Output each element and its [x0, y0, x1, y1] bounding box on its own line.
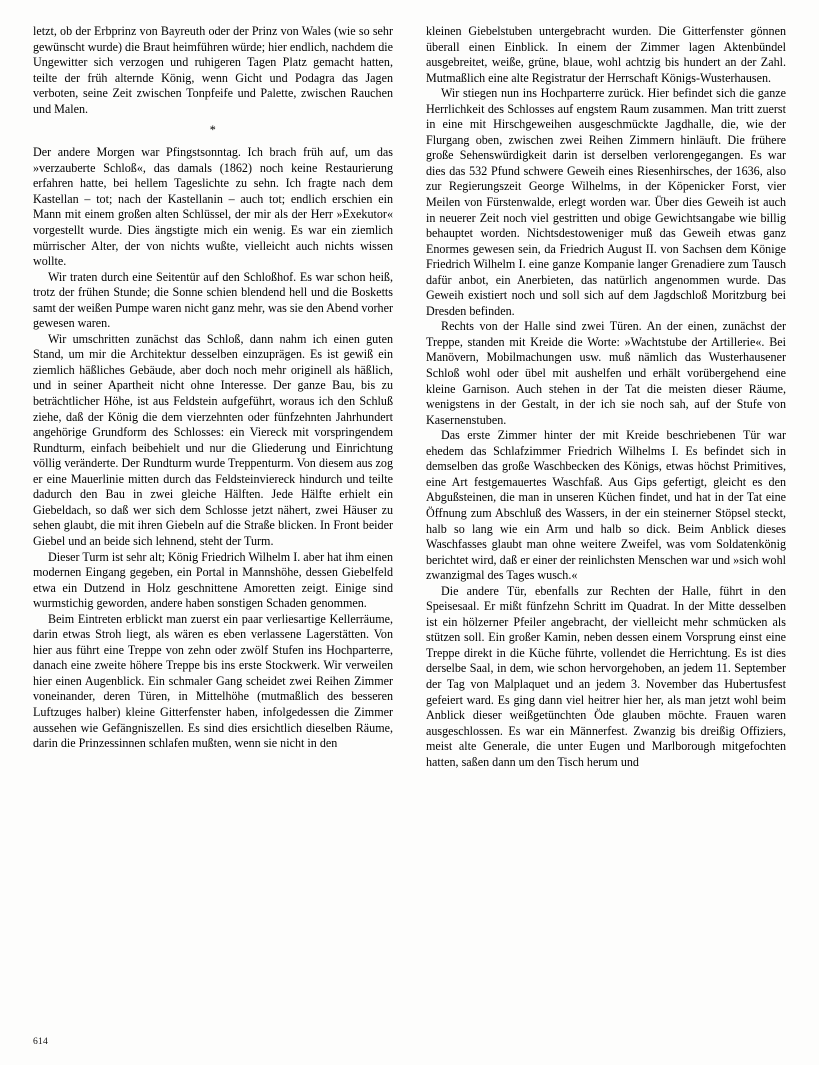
paragraph: Der andere Morgen war Pfingstsonntag. Ich brach früh auf, um das »verzauberte Schloß«, das damals (1862) noch keine Restaurierung erfahren hatte, bei hellem Tageslichte zu sehn. Ich fragte nach dem Kastellan – tot; nach der Kastellanin – auch tot; endlich erschien ein Mann mit einem großen alten Schlüssel, der mir als der Herr »Exekutor« vorgestellt wurde. Dies ängstigte mich ein wenig. Es war ein ziemlich mürrischer Alter, der von nichts wußte, vielleicht auch nichts wissen wollte. — [33, 145, 393, 269]
text-columns — [33, 24, 786, 1009]
paragraph: Wir traten durch eine Seitentür auf den Schloßhof. Es war schon heiß, trotz der frühen Stunde; die Sonne schien blendend hell und die Bosketts samt der weißen Pumpe waren nicht ganz mehr, was sie den Abend vorher gewesen waren. — [33, 269, 393, 331]
paragraph: Wir umschritten zunächst das Schloß, dann nahm ich einen guten Stand, um mir die Architektur desselben einzuprägen. Es ist gewiß ein ziemlich häßliches Gebäude, aber doch noch mehr originell als häßlich, und in seiner Apartheit nicht ohne Interesse. Der ganze Bau, bis zu beträchtlicher Höhe, ist aus Feldstein aufgeführt, woraus ich den Schluß ziehe, daß der König die dem vierzehnten oder fünfzehnten Jahrhundert angehörige Grundform des Schlosses: ein Viereck mit vorspringendem Rundturm, einfach beibehielt und nur die Gliederung und Einrichtung völlig veränderte. Der Rundturm wurde Treppenturm. Von diesem aus zog er eine Mauerlinie mitten durch das Feldsteinviereck hindurch und teilte dadurch den Bau in zwei gleiche Hälften. Jede Hälfte erhielt ein Giebeldach, so daß wer sich dem Schlosse jetzt nähert, zwei Häuser zu sehen glaubt, die mit ihren Giebeln auf die Straße blicken. In Front beider Giebel und an beide sich lehnend, steht der Turm. — [33, 331, 393, 548]
paragraph: Beim Eintreten erblickt man zuerst ein paar verliesartige Kellerräume, darin etwas Stroh liegt, als wären es eben verlassene Lagerstätten. Von hier aus führt eine Treppe von zehn oder zwölf Stufen ins Hochparterre, danach eine zweite höhere Treppe bis ins erste Stockwerk. Wir verweilen hier einen Augenblick. Ein schmaler Gang scheidet zwei Reihen Zimmer voneinander, deren Türen, in Mittelhöhe (mutmaßlich des besseren Luftzuges halber) kleine Gitterfenster haben, infolgedessen die Zimmer aussehen wie Gefängniszellen. Es sind dies ersichtlich dieselben Räume, darin die Prinzessinnen schlafen mußten, wenn sie nicht in den — [33, 611, 393, 751]
paragraph: Rechts von der Halle sind zwei Türen. An der einen, zunächst der Treppe, standen mit Kreide die Worte: »Wachtstube der Artillerie«. Bei Manövern, Mobilmachungen usw. muß nämlich das Wusterhausener Schloß wohl oder übel mit aushelfen und erhält vorübergehend eine kleine Garnison. Auch stehen in der Tat die meisten dieser Räume, wenigstens in der Gestalt, in der ich sie noch sah, auf der Stufe von Kasernenstuben. — [426, 319, 786, 427]
paragraph: letzt, ob der Erbprinz von Bayreuth oder der Prinz von Wales (wie so sehr gewünscht wurde) die Braut heimführen würde; hier endlich, nachdem die Ungewitter sich verzogen und ruhigeren Tagen Platz gemacht hatten, teilte der früh alternde König, wenn Gicht und Podagra das Jagen verboten, seine Zeit zwischen Tonpfeife und Palette, zwischen Rauchen und Malen. — [33, 24, 394, 116]
paragraph: Die andere Tür, ebenfalls zur Rechten der Halle, führt in den Speisesaal. Er mißt fünfzehn Schritt im Quadrat. In der Mitte desselben ist ein hölzerner Pfeiler angebracht, der vielleicht mehr schmücken als stützen soll. Ein großer Kamin, neben dessen einem Vorsprung einst eine Treppe direkt in die Küche führte, vollendet die Herrichtung. Es ist dies derselbe Saal, in dem, wie schon hervorgehoben, an jedem 11. September der Tag von Malplaquet und an jedem 3. November das Hubertusfest gefeiert ward. Es ging dann viel heitrer hier her, als man jetzt wohl beim Anblick dieser weißgetünchten Öde glauben möchte. Frauen waren ausgeschlossen. Es war ein Männerfest. Zwanzig bis dreißig Offiziers, meist alte Generale, die unter Eugen und Marlborough mitgefochten hatten, saßen dann um den Tisch herum und — [426, 583, 786, 769]
paragraph: Dieser Turm ist sehr alt; König Friedrich Wilhelm I. aber hat ihm einen modernen Eingang gegeben, ein Portal in Mannshöhe, dessen Giebelfeld etwa ein Dutzend in Holz geschnittene Amoretten zeigt. Einige sind wurmstichig geworden, andere haben sonstigen Schaden genommen. — [33, 549, 393, 611]
paragraph: Das erste Zimmer hinter der mit Kreide beschriebenen Tür war ehedem das Schlafzimmer Friedrich Wilhelms I. Es befindet sich in demselben das große Waschbecken des Königs, etwas höchst Primitives, eine Art festgemauertes Waschfaß. Aus Gips gefertigt, gleicht es den Abgußsteinen, die man in unseren Küchen findet, und hat in der Tat eine Öffnung zum Abschluß des Wassers, in der ein steinerner Stöpsel steckt, halb so lang wie ein Arm und halb so dick. Beim Anblick dieses Waschfasses glaubt man ohne weitere Zweifel, was vom Soldatenkönig berichtet wird, daß er einer der reinlichsten Menschen war und »sich wohl zwanzigmal des Tages wusch.« — [426, 428, 786, 583]
left-column — [33, 24, 393, 1009]
page-number: 614 — [33, 1036, 48, 1047]
right-column — [426, 24, 786, 1009]
paragraph: Wir stiegen nun ins Hochparterre zurück. Hier befindet sich die ganze Herrlichkeit des Schlosses auf engstem Raum zusammen. Man tritt zuerst in eine mit Hirschgeweihen ausgeschmückte Jagdhalle, die, wie der Flurgang oben, zwischen zwei Reihen Zimmern hinläuft. Die frühere große Sehenswürdigkeit darin ist derselben verlorengegangen. Es war dies das 532 Pfund schwere Geweih eines Riesenhirsches, der 1636, also zur Regierungszeit George Wilhelms, in der Köpenicker Forst, vier Meilen von Fürstenwalde, erlegt worden war. Über dies Geweih ist auch in neuerer Zeit noch viel gestritten und obige Gewichtsangabe wie billig behauptet worden. Nichtsdestoweniger muß das Geweih etwas ganz Enormes gewesen sein, da Friedrich August II. von Sachsen dem Könige Friedrich Wilhelm I. eine ganze Kompanie langer Grenadiere zum Tausch dafür anbot, ein Anerbieten, das natürlich angenommen wurde. Das Geweih existiert noch und soll sich auf dem Jagdschloß Moritzburg bei Dresden befinden. — [426, 86, 786, 318]
paragraph: kleinen Giebelstuben untergebracht wurden. Die Gitterfenster gönnen überall einen Einblick. In einem der Zimmer lagen Aktenbündel ausgebreitet, weiße, grüne, blaue, wohl achtzig bis hundert an der Zahl. Mutmaßlich eine alte Registratur der Herrschaft Königs-Wusterhausen. — [426, 24, 786, 85]
section-separator: * — [209, 123, 217, 138]
